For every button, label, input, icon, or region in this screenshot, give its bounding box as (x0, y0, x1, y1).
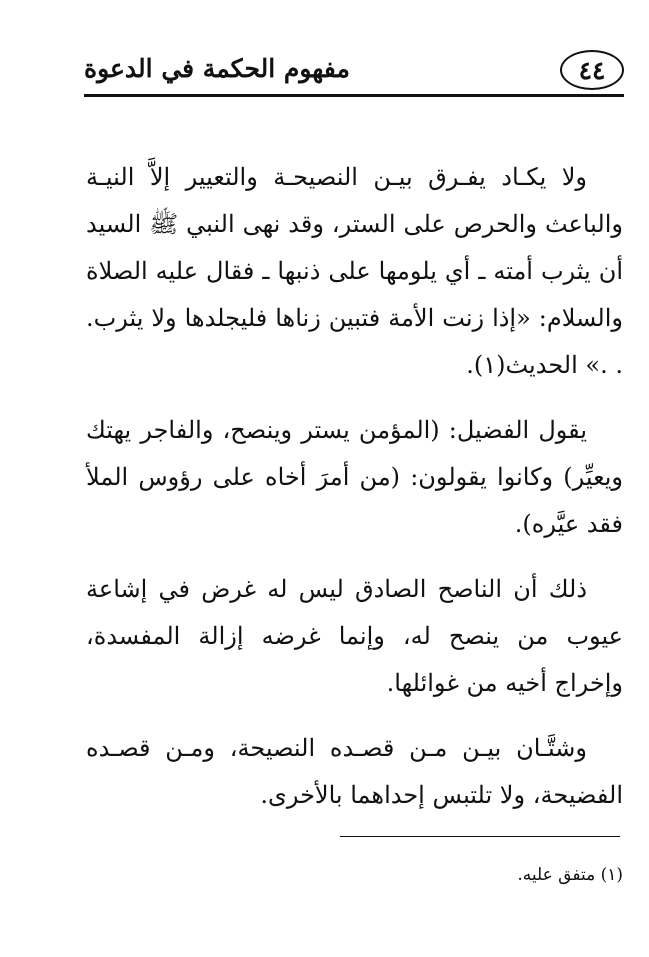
page-header (84, 48, 624, 100)
footnote: (١) متفق عليه. (517, 865, 623, 885)
header-rule (84, 94, 624, 97)
paragraph: ولا يكـاد يفـرق بيـن النصيحـة والتعيير إلاَّ النيـة والباعث والحرص على الستر، وقد نهى النبي ﷺ السيد أن يثرب أمته ـ أي يلومها على ذنبها ـ فقال عليه الصلاة والسلام: «إذا زنت الأمة فتبين زناها فليجلدها ولا يثرب. . .» الحديث(١). (86, 163, 623, 379)
paragraph: وشتَّـان بيـن مـن قصـده النصيحة، ومـن قصـده الفضيحة، ولا تلتبس إحداهما بالأخرى. (86, 734, 623, 809)
footnote-rule (340, 836, 620, 837)
paragraph: يقول الفضيل: (المؤمن يستر وينصح، والفاجر يهتك ويعيِّر) وكانوا يقولون: (من أمرَ أخاه على رؤوس الملأ فقد عيَّره). (86, 416, 623, 538)
page-number-badge: ٤٤ (560, 50, 624, 90)
running-title: مفهوم الحكمة في الدعوة (84, 54, 350, 83)
paragraph: ذلك أن الناصح الصادق ليس له غرض في إشاعة عيوب من ينصح له، وإنما غرضه إزالة المفسدة، وإخراج أخيه من غوائلها. (86, 575, 623, 697)
main-text (86, 154, 623, 837)
